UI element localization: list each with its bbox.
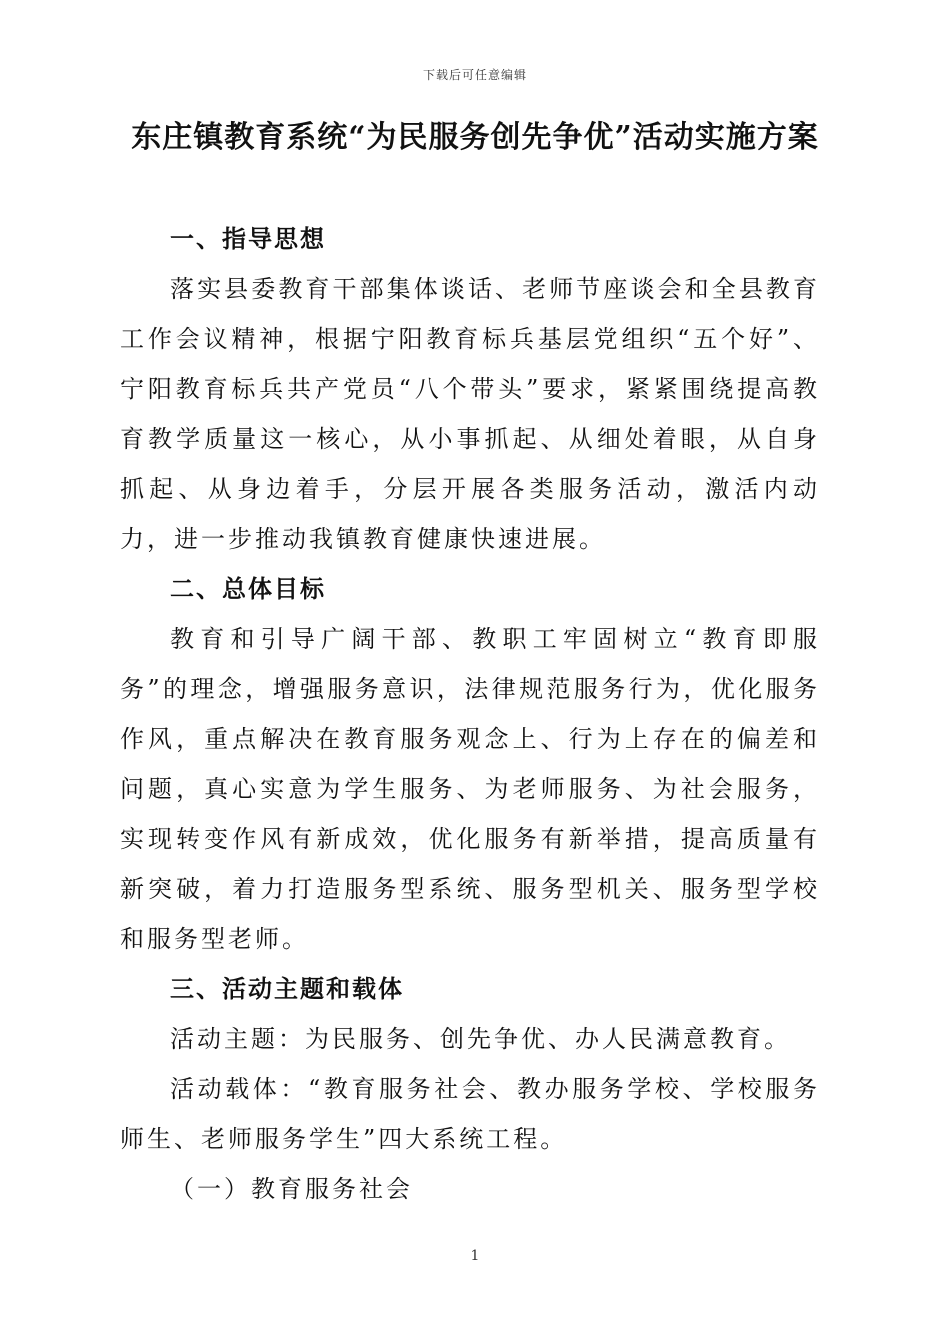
page-number: 1 bbox=[470, 1248, 480, 1264]
section-heading-activity-theme: 三、活动主题和载体 bbox=[170, 975, 404, 1003]
subheading-education-serves-society: （一）教育服务社会 bbox=[170, 1175, 413, 1203]
section-paragraph: 教育和引导广阔干部、教职工牢固树立“教育即服务”的理念，增强服务意识，法律规范服务行为，优化服务作风，重点解决在教育服务观念上、行为上存在的偏差和问题，真心实意为学生服务、为老师服务、为社会服务，实现转变作风有新成效，优化服务有新举措，提高质量有新突破，着力打造服务型系统、服务型机关、服务型学校和服务型老师。 bbox=[120, 625, 820, 953]
activity-carrier-paragraph: 活动载体：“教育服务社会、教办服务学校、学校服务师生、老师服务学生”四大系统工程。 bbox=[120, 1075, 820, 1153]
activity-theme-paragraph: 活动主题：为民服务、创先争优、办人民满意教育。 bbox=[170, 1025, 791, 1053]
section-heading-guiding-ideology: 一、指导思想 bbox=[170, 225, 326, 253]
section-heading-overall-goal: 二、总体目标 bbox=[170, 575, 326, 603]
section-paragraph: 落实县委教育干部集体谈话、老师节座谈会和全县教育工作会议精神，根据宁阳教育标兵基层党组织“五个好”、宁阳教育标兵共产党员“八个带头”要求，紧紧围绕提高教育教学质量这一核心，从小事抓起、从细处着眼，从自身抓起、从身边着手，分层开展各类服务活动，激活内动力，进一步推动我镇教育健康快速进展。 bbox=[120, 275, 820, 553]
document-title: 东庄镇教育系统“为民服务创先争优”活动实施方案 bbox=[131, 120, 819, 155]
document-body bbox=[120, 214, 820, 1214]
header-note: 下载后可任意编辑 bbox=[422, 68, 527, 82]
